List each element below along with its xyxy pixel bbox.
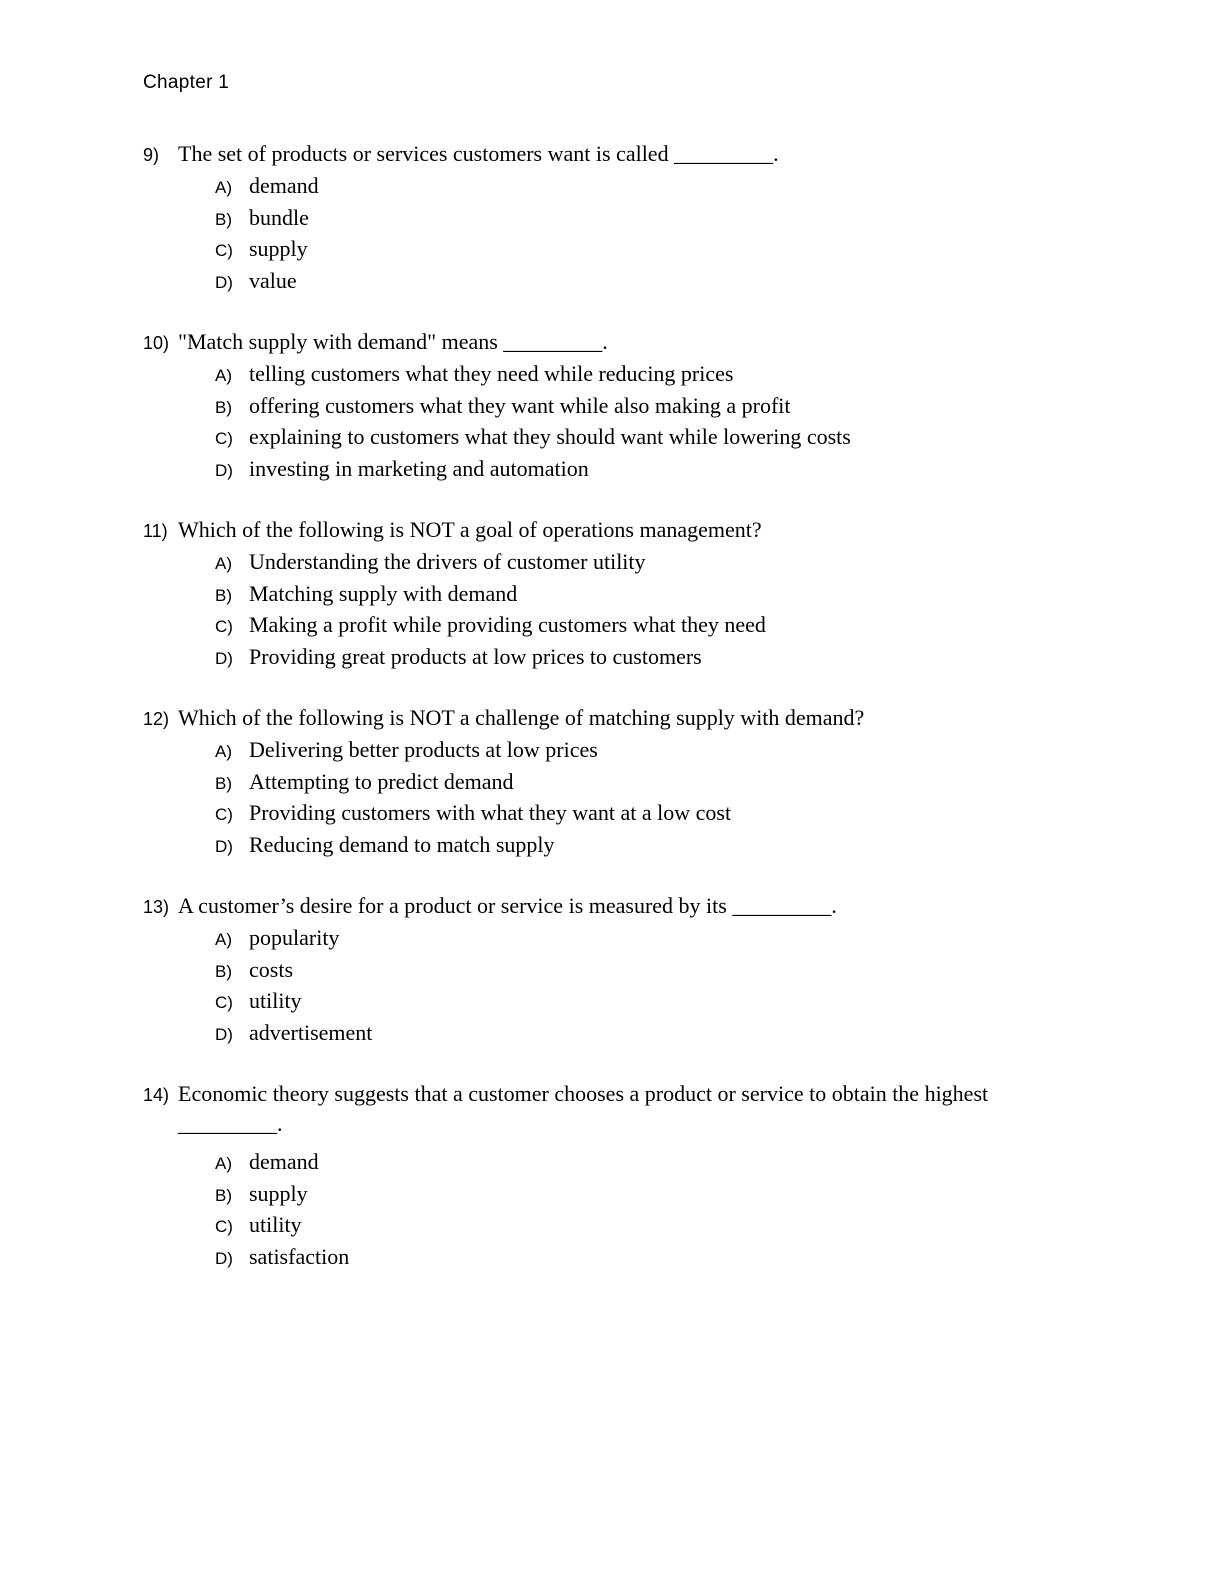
question-number: 12) xyxy=(143,709,170,729)
answer-option-c xyxy=(143,424,1093,456)
question-10 xyxy=(143,329,1093,487)
question-stem xyxy=(143,141,1093,173)
option-label: B) xyxy=(215,1185,232,1205)
answer-option-d xyxy=(143,456,1093,488)
option-text: Providing customers with what they want at a low cost xyxy=(249,800,732,825)
answer-option-b xyxy=(143,769,1093,801)
option-label: C) xyxy=(215,1217,233,1236)
question-number: 9) xyxy=(143,145,160,165)
answer-option-b xyxy=(143,581,1093,613)
answer-option-c xyxy=(143,236,1093,268)
answer-option-b xyxy=(143,957,1093,989)
question-text: Which of the following is NOT a goal of operations management? xyxy=(178,517,762,542)
answer-option-b xyxy=(143,393,1093,425)
option-label: D) xyxy=(215,1248,233,1268)
answer-option-a xyxy=(143,925,1093,957)
question-number: 14) xyxy=(143,1085,170,1105)
option-label: A) xyxy=(215,930,232,949)
option-text: supply xyxy=(249,236,308,261)
question-stem xyxy=(143,705,1093,737)
option-label: C) xyxy=(215,241,233,260)
answer-option-c xyxy=(143,800,1093,832)
option-label: A) xyxy=(215,1154,232,1173)
answer-option-d xyxy=(143,1244,1093,1276)
answer-options xyxy=(143,1149,1093,1275)
option-text: costs xyxy=(249,956,293,982)
question-13 xyxy=(143,893,1093,1051)
question-stem xyxy=(143,517,1093,549)
answer-option-a xyxy=(143,361,1093,393)
answer-options xyxy=(143,361,1093,487)
question-text: The set of products or services customers want is called _________. xyxy=(178,141,779,166)
option-text: utility xyxy=(249,1212,302,1237)
option-label: B) xyxy=(215,585,232,605)
question-9 xyxy=(143,141,1093,299)
question-14 xyxy=(143,1081,1093,1275)
option-label: A) xyxy=(215,366,232,385)
option-text: demand xyxy=(249,1149,319,1174)
option-text: bundle xyxy=(249,204,309,230)
option-text: Providing great products at low prices to customers xyxy=(249,643,702,669)
question-text: A customer’s desire for a product or service is measured by its _________. xyxy=(178,893,837,918)
option-text: explaining to customers what they should want while lowering costs xyxy=(249,424,851,449)
option-text: satisfaction xyxy=(249,1243,350,1269)
answer-options xyxy=(143,173,1093,299)
answer-option-d xyxy=(143,644,1093,676)
option-text: Making a profit while providing customers what they need xyxy=(249,612,766,637)
option-label: A) xyxy=(215,554,232,573)
option-text: popularity xyxy=(249,925,340,950)
question-stem xyxy=(143,893,1093,925)
option-label: D) xyxy=(215,648,233,668)
option-text: supply xyxy=(249,1180,308,1206)
answer-option-b xyxy=(143,205,1093,237)
option-label: C) xyxy=(215,805,233,824)
question-number: 13) xyxy=(143,897,170,917)
option-label: B) xyxy=(215,961,232,981)
question-text-continuation: _________. xyxy=(178,1111,283,1136)
question-text: Economic theory suggests that a customer chooses a product or service to obtain the highest xyxy=(178,1081,989,1106)
option-text: Attempting to predict demand xyxy=(249,768,514,794)
option-text: Reducing demand to match supply xyxy=(249,831,555,857)
option-text: advertisement xyxy=(249,1019,373,1045)
option-label: A) xyxy=(215,178,232,197)
question-stem xyxy=(143,1081,1093,1113)
question-number: 11) xyxy=(143,521,168,541)
question-12 xyxy=(143,705,1093,863)
option-label: B) xyxy=(215,397,232,417)
question-number: 10) xyxy=(143,333,170,353)
question-11 xyxy=(143,517,1093,675)
option-label: A) xyxy=(215,742,232,761)
option-label: C) xyxy=(215,993,233,1012)
option-label: D) xyxy=(215,836,233,856)
question-text: "Match supply with demand" means _________. xyxy=(178,329,608,354)
option-text: offering customers what they want while also making a profit xyxy=(249,392,791,418)
answer-option-c xyxy=(143,612,1093,644)
option-text: telling customers what they need while reducing prices xyxy=(249,361,734,386)
answer-options xyxy=(143,925,1093,1051)
option-label: D) xyxy=(215,1024,233,1044)
option-label: B) xyxy=(215,209,232,229)
answer-options xyxy=(143,737,1093,863)
option-label: C) xyxy=(215,617,233,636)
answer-option-a xyxy=(143,173,1093,205)
option-text: investing in marketing and automation xyxy=(249,455,589,481)
answer-option-a xyxy=(143,549,1093,581)
answer-option-a xyxy=(143,1149,1093,1181)
answer-option-c xyxy=(143,988,1093,1020)
answer-options xyxy=(143,549,1093,675)
answer-option-b xyxy=(143,1181,1093,1213)
answer-option-d xyxy=(143,1020,1093,1052)
answer-option-a xyxy=(143,737,1093,769)
question-text: Which of the following is NOT a challenge of matching supply with demand? xyxy=(178,705,865,730)
answer-option-c xyxy=(143,1212,1093,1244)
answer-option-d xyxy=(143,832,1093,864)
option-text: Understanding the drivers of customer utility xyxy=(249,549,646,574)
option-text: utility xyxy=(249,988,302,1013)
chapter-heading: Chapter 1 xyxy=(143,72,230,93)
option-text: Delivering better products at low prices xyxy=(249,737,598,762)
option-text: demand xyxy=(249,173,319,198)
option-label: D) xyxy=(215,460,233,480)
option-label: C) xyxy=(215,429,233,448)
option-text: Matching supply with demand xyxy=(249,580,518,606)
answer-option-d xyxy=(143,268,1093,300)
option-label: D) xyxy=(215,272,233,292)
option-text: value xyxy=(249,267,297,293)
option-label: B) xyxy=(215,773,232,793)
question-stem xyxy=(143,329,1093,361)
